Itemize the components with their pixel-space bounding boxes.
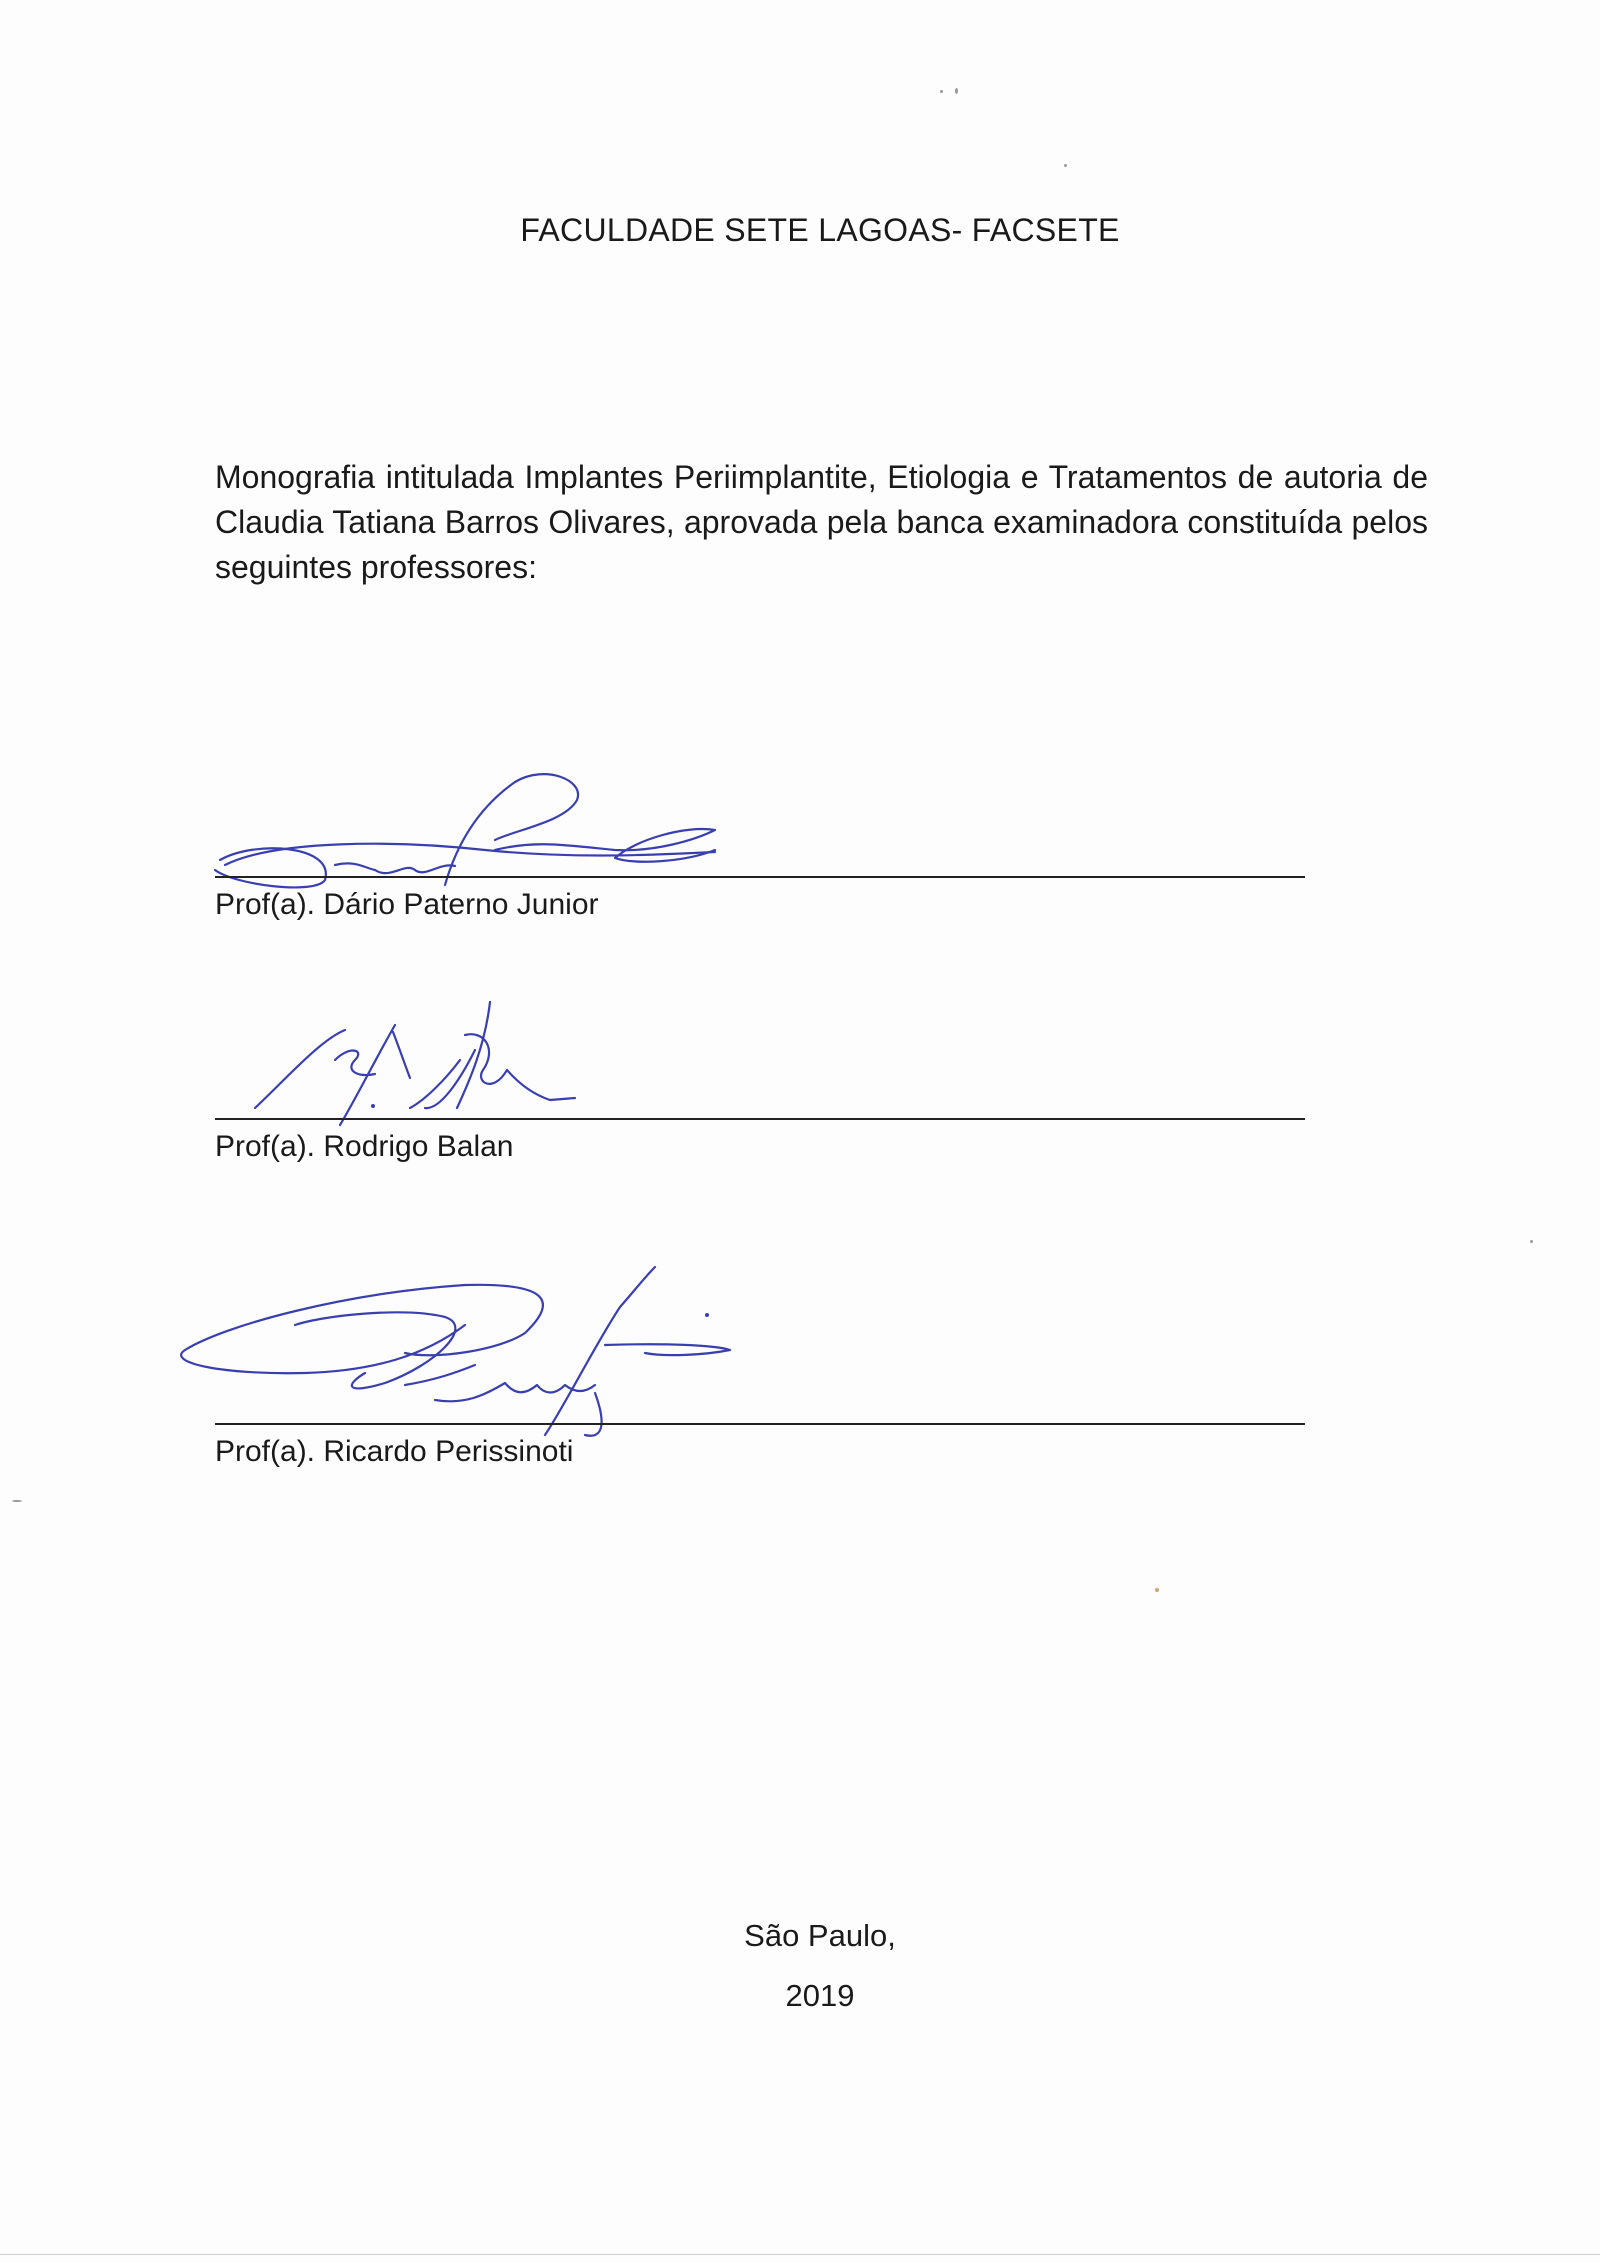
examiner-2-signature <box>245 990 705 1150</box>
examiner-1-signature-line <box>215 876 1305 878</box>
examiner-2-signature-line <box>215 1118 1305 1120</box>
scan-speck <box>940 90 943 93</box>
examiner-2-name: Prof(a). Rodrigo Balan <box>215 1130 514 1163</box>
scan-speck <box>1064 164 1067 167</box>
examiner-1-name: Prof(a). Dário Paterno Junior <box>215 888 599 921</box>
examiner-3-signature-block <box>215 1255 1305 1475</box>
institution-title: FACULDADE SETE LAGOAS- FACSETE <box>520 212 1120 248</box>
scan-speck <box>1155 1588 1159 1592</box>
city-line: São Paulo, <box>744 1918 896 1953</box>
scan-speck <box>955 88 958 94</box>
examiner-1-signature-block <box>215 770 1305 930</box>
scan-speck <box>12 1500 22 1502</box>
examiner-3-signature <box>105 1255 745 1435</box>
examiner-3-name: Prof(a). Ricardo Perissinoti <box>215 1435 574 1468</box>
examiner-2-signature-block <box>215 990 1305 1170</box>
scan-speck <box>1530 1240 1533 1243</box>
examiner-3-signature-line <box>215 1423 1305 1425</box>
approval-paragraph: Monografia intitulada Implantes Periimplantite, Etiologia e Tratamentos de autoria de Claudia Tatiana Barros Olivares, aprovada pela banca examinadora constituída pelos seguintes professores: <box>215 459 1428 585</box>
page-bottom-edge <box>0 2254 1600 2255</box>
year-line: 2019 <box>785 1978 855 2013</box>
